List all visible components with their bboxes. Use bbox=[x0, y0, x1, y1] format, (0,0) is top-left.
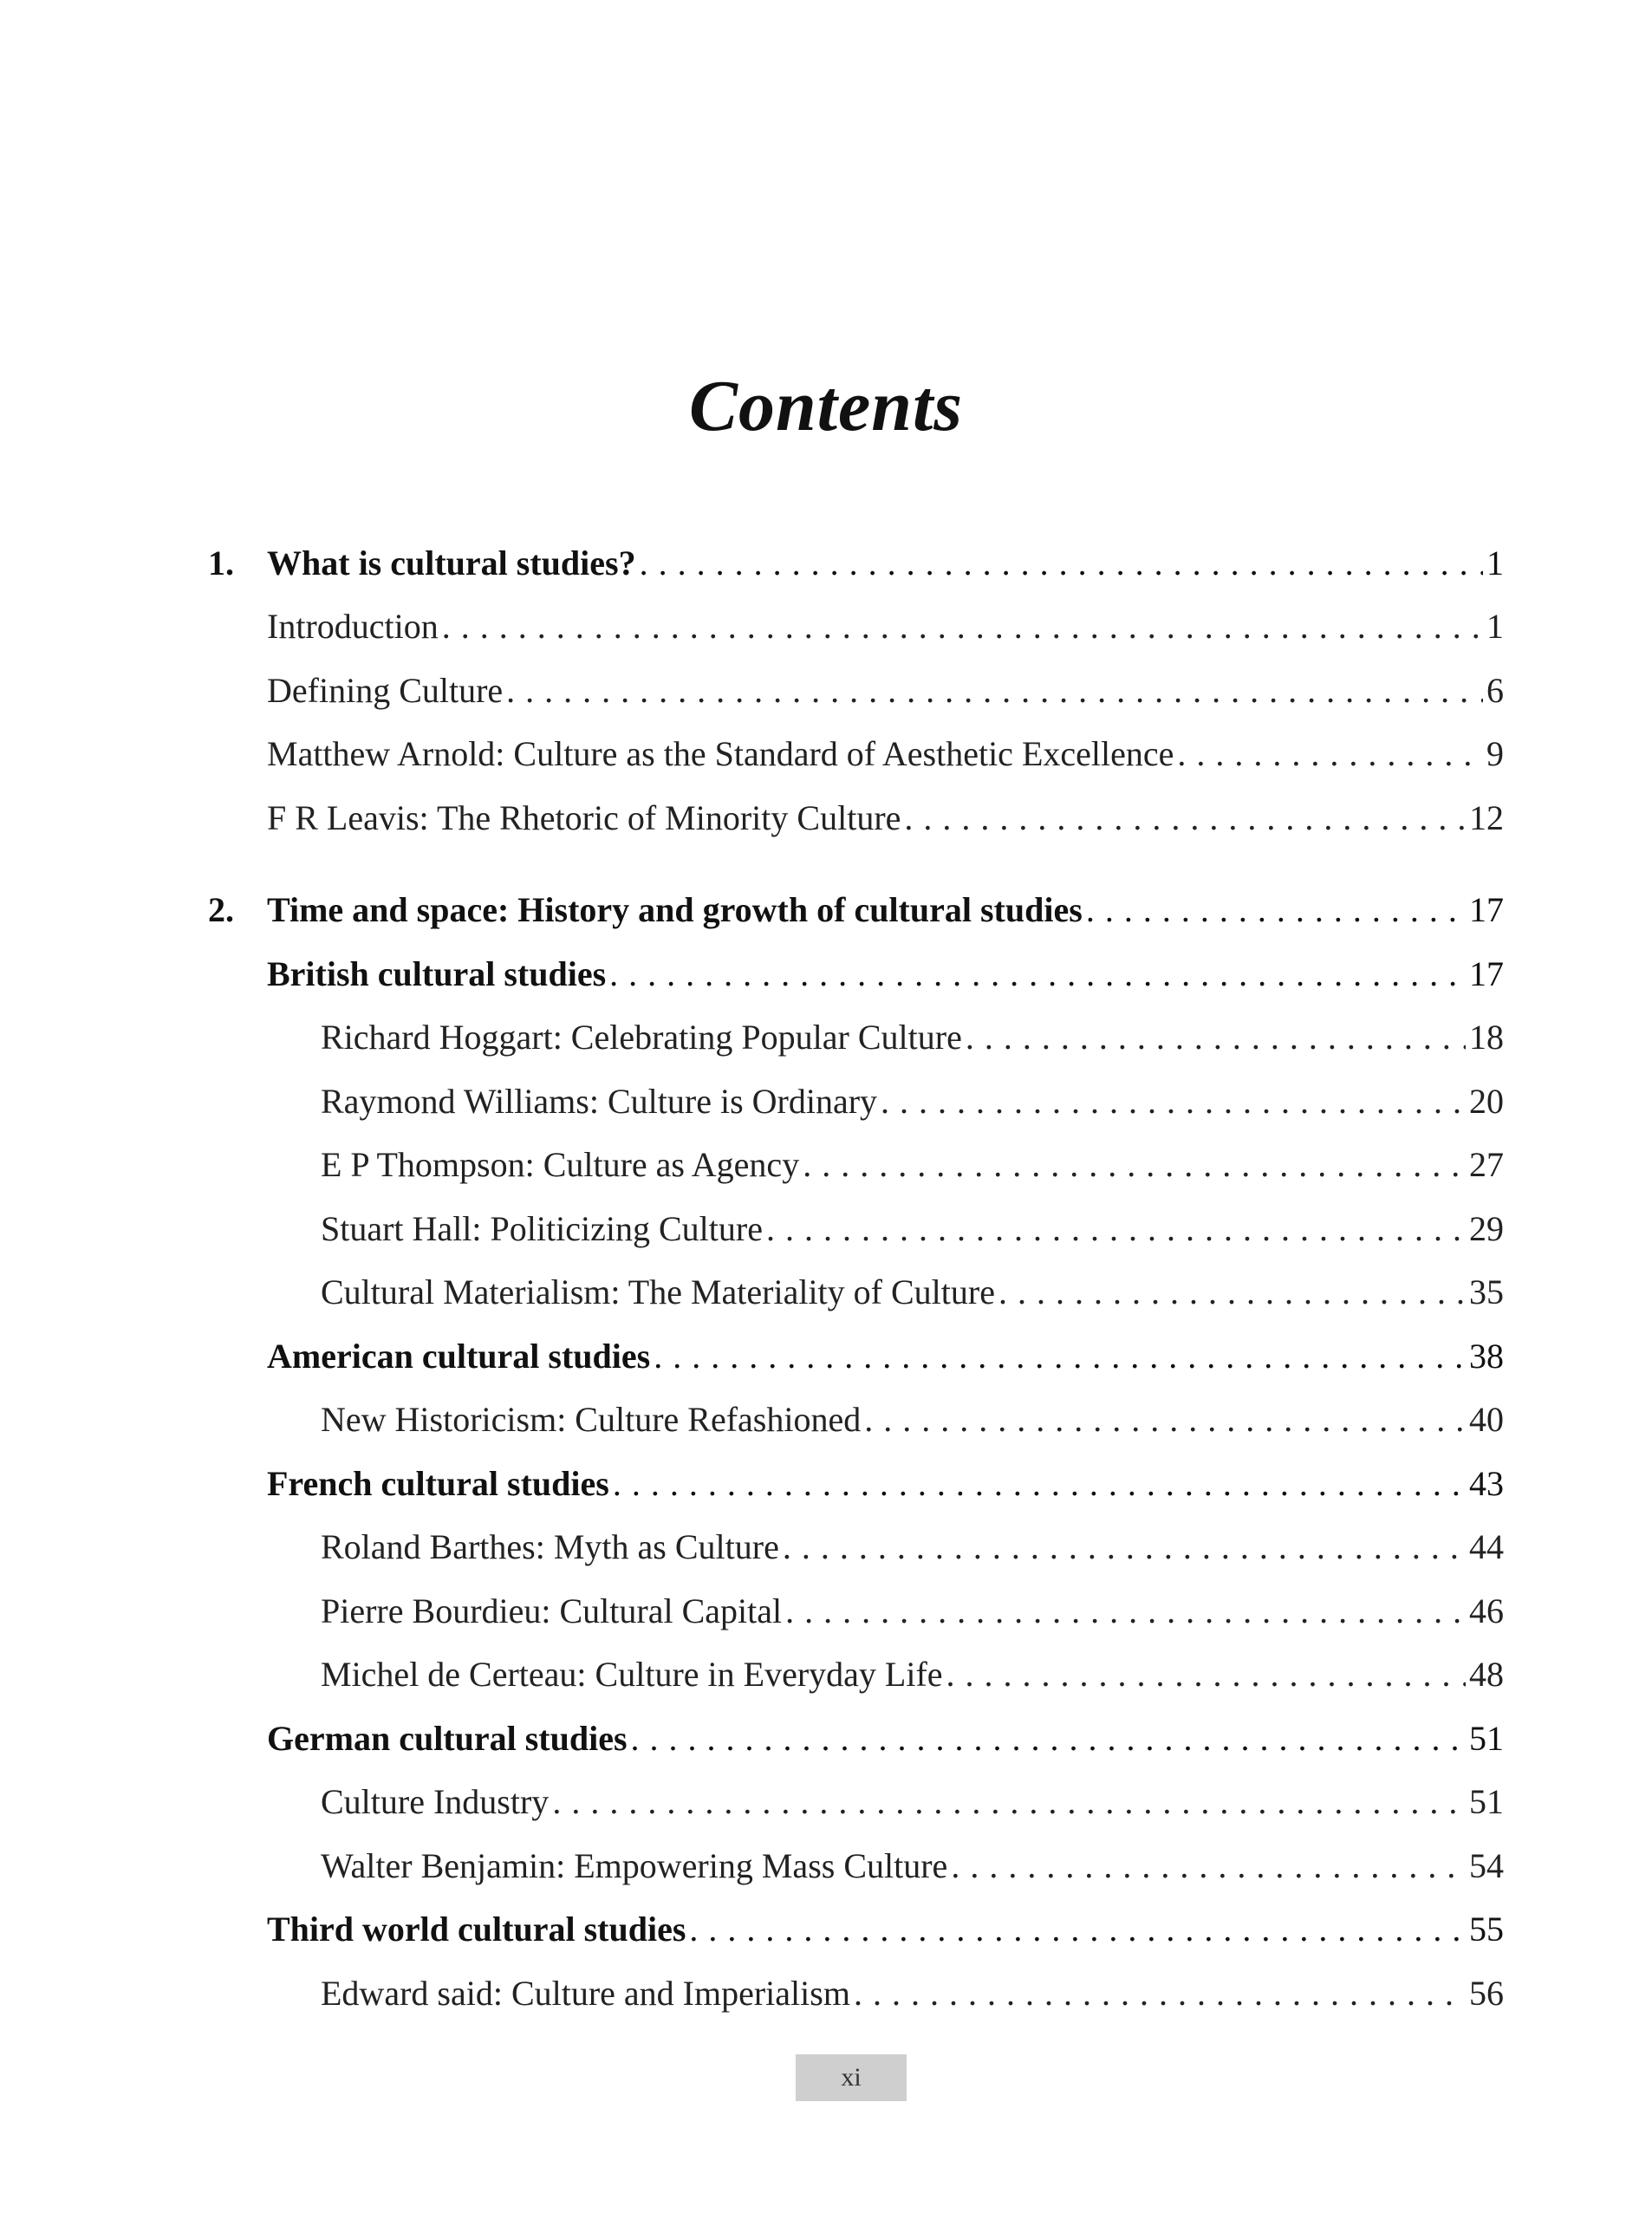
toc-entry bbox=[208, 1649, 1504, 1701]
toc-page-number: 55 bbox=[1469, 1910, 1504, 1949]
dot-leader bbox=[881, 1076, 1466, 1128]
dot-leader bbox=[640, 537, 1483, 589]
toc-page-number: 43 bbox=[1469, 1464, 1504, 1503]
toc-page-number: 54 bbox=[1469, 1846, 1504, 1885]
toc-entry bbox=[208, 728, 1504, 780]
toc-page-number: 1 bbox=[1486, 607, 1504, 646]
toc-entry-title: American cultural studies bbox=[267, 1337, 651, 1376]
toc-section bbox=[208, 1713, 1504, 1765]
toc-entry bbox=[208, 1521, 1504, 1573]
toc-entry-title: Stuart Hall: Politicizing Culture bbox=[321, 1209, 763, 1248]
toc-entry bbox=[208, 792, 1504, 844]
toc-page-number: 29 bbox=[1469, 1209, 1504, 1248]
toc-entry-title: Walter Benjamin: Empowering Mass Culture bbox=[321, 1846, 948, 1885]
toc-page-number: 17 bbox=[1469, 954, 1504, 993]
dot-leader bbox=[783, 1521, 1466, 1573]
dot-leader bbox=[998, 1266, 1466, 1318]
dot-leader bbox=[631, 1713, 1466, 1765]
toc-page-number: 27 bbox=[1469, 1145, 1504, 1184]
toc-page-number: 44 bbox=[1469, 1527, 1504, 1566]
dot-leader bbox=[904, 792, 1466, 844]
toc-page-number: 48 bbox=[1469, 1655, 1504, 1694]
toc-entry bbox=[208, 1776, 1504, 1828]
toc-entry bbox=[208, 665, 1504, 717]
toc-entry bbox=[208, 1012, 1504, 1064]
toc-entry-title: Time and space: History and growth of cultural studies bbox=[267, 890, 1083, 929]
toc-entry-title: Roland Barthes: Myth as Culture bbox=[321, 1527, 779, 1566]
toc-section bbox=[208, 1458, 1504, 1510]
toc-entry-title: Edward said: Culture and Imperialism bbox=[321, 1974, 850, 2013]
toc-page-number: 46 bbox=[1469, 1591, 1504, 1630]
dot-leader bbox=[854, 1968, 1466, 2020]
toc-entry bbox=[208, 1840, 1504, 1892]
toc-entry bbox=[208, 1968, 1504, 2020]
dot-leader bbox=[1177, 728, 1483, 780]
toc-entry bbox=[208, 1266, 1504, 1318]
dot-leader bbox=[1086, 884, 1466, 936]
toc-entry-title: Cultural Materialism: The Materiality of Culture bbox=[321, 1272, 995, 1311]
toc-entry-title: Defining Culture bbox=[267, 671, 504, 710]
dot-leader bbox=[803, 1139, 1466, 1191]
toc-entry-title: Raymond Williams: Culture is Ordinary bbox=[321, 1082, 878, 1121]
toc-entry-title: German cultural studies bbox=[267, 1719, 628, 1758]
toc-chapter-number: 2. bbox=[208, 890, 234, 929]
toc-entry bbox=[208, 1203, 1504, 1255]
toc-entry bbox=[208, 1139, 1504, 1191]
toc-section bbox=[208, 1903, 1504, 1955]
toc-page-number: 40 bbox=[1469, 1400, 1504, 1439]
dot-leader bbox=[689, 1903, 1466, 1955]
dot-leader bbox=[785, 1585, 1466, 1637]
toc-entry-title: New Historicism: Culture Refashioned bbox=[321, 1400, 862, 1439]
toc-page-number: 38 bbox=[1469, 1337, 1504, 1376]
toc-page-number: 51 bbox=[1469, 1719, 1504, 1758]
dot-leader bbox=[946, 1649, 1466, 1701]
dot-leader bbox=[613, 1458, 1466, 1510]
toc-entry-title: Michel de Certeau: Culture in Everyday Life bbox=[321, 1655, 943, 1694]
toc-entry-title: Third world cultural studies bbox=[267, 1910, 686, 1949]
toc-section bbox=[208, 948, 1504, 1000]
page-title: Contents bbox=[688, 366, 964, 446]
toc-entry-title: What is cultural studies? bbox=[267, 543, 636, 582]
toc-section bbox=[208, 1331, 1504, 1383]
toc-entry-title: F R Leavis: The Rhetoric of Minority Culture bbox=[267, 798, 901, 837]
toc-entry-title: Richard Hoggart: Celebrating Popular Culture bbox=[321, 1018, 962, 1057]
toc-page-number: 18 bbox=[1469, 1018, 1504, 1057]
dot-leader bbox=[966, 1012, 1466, 1064]
toc-page-number: 1 bbox=[1486, 543, 1504, 582]
toc-page-number: 51 bbox=[1469, 1782, 1504, 1821]
toc-chapter bbox=[208, 884, 1504, 936]
toc-chapter-number: 1. bbox=[208, 543, 234, 582]
toc-entry bbox=[208, 1076, 1504, 1128]
toc-entry-title: French cultural studies bbox=[267, 1464, 609, 1503]
toc-page-number: 17 bbox=[1469, 890, 1504, 929]
dot-leader bbox=[506, 665, 1483, 717]
dot-leader bbox=[766, 1203, 1466, 1255]
toc-entry-title: Introduction bbox=[267, 607, 439, 646]
dot-leader bbox=[609, 948, 1466, 1000]
toc-page-number: 12 bbox=[1469, 798, 1504, 837]
toc-chapter bbox=[208, 537, 1504, 589]
toc-entry-title: Matthew Arnold: Culture as the Standard of Aesthetic Excellence bbox=[267, 734, 1174, 773]
toc-entry-title: Pierre Bourdieu: Cultural Capital bbox=[321, 1591, 783, 1630]
toc-entry-title: Culture Industry bbox=[321, 1782, 550, 1821]
toc-page-number: 20 bbox=[1469, 1082, 1504, 1121]
toc-entry bbox=[208, 1585, 1504, 1637]
toc-page-number: 6 bbox=[1486, 671, 1504, 710]
toc-entry-title: British cultural studies bbox=[267, 954, 607, 993]
dot-leader bbox=[552, 1776, 1466, 1828]
page-number: xi bbox=[796, 2054, 907, 2101]
toc-entry bbox=[208, 1394, 1504, 1446]
toc-entry-title: E P Thompson: Culture as Agency bbox=[321, 1145, 800, 1184]
toc-page-number: 35 bbox=[1469, 1272, 1504, 1311]
toc-page-number: 9 bbox=[1486, 734, 1504, 773]
dot-leader bbox=[864, 1394, 1466, 1446]
toc-page-number: 56 bbox=[1469, 1974, 1504, 2013]
toc-entry bbox=[208, 601, 1504, 653]
dot-leader bbox=[654, 1331, 1466, 1383]
dot-leader bbox=[951, 1840, 1466, 1892]
dot-leader bbox=[442, 601, 1483, 653]
